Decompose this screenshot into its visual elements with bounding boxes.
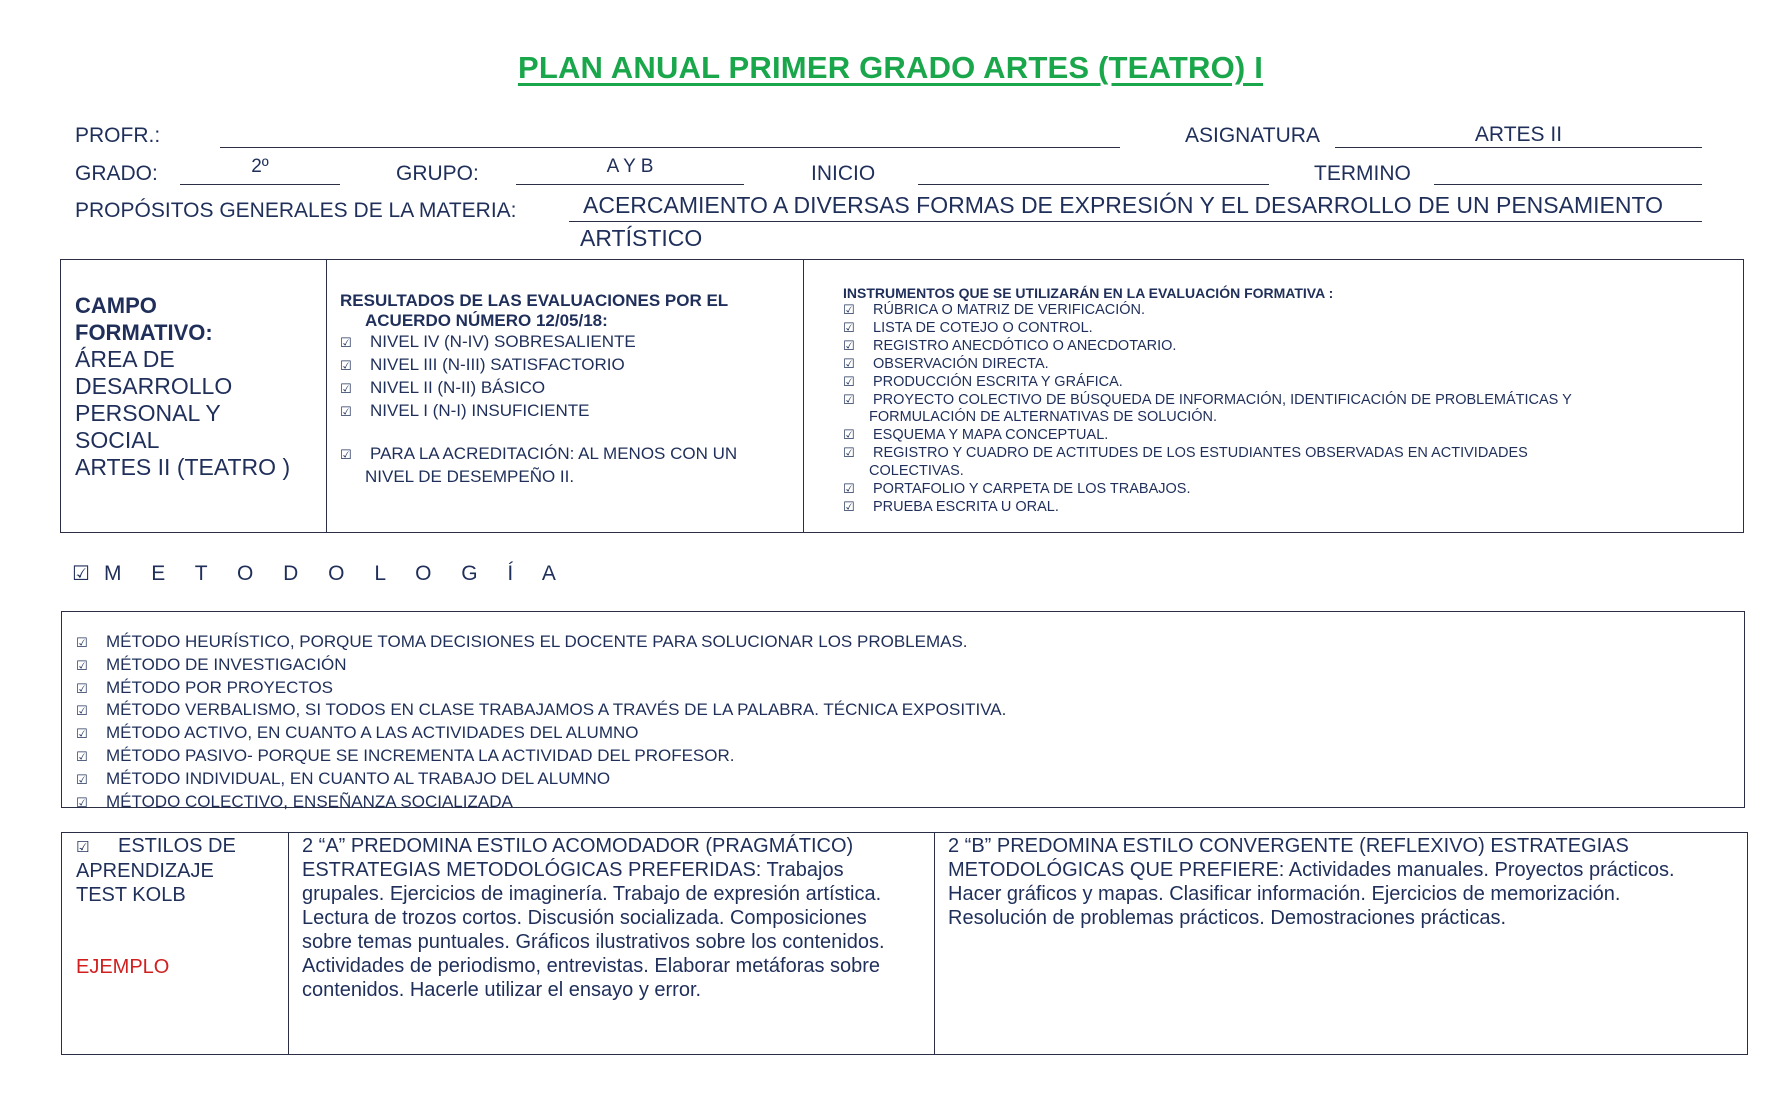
asignatura-line[interactable] <box>1335 147 1702 148</box>
asignatura-value: ARTES II <box>1474 123 1563 146</box>
instrumentos-heading: INSTRUMENTOS QUE SE UTILIZARÁN EN LA EVALUACIÓN FORMATIVA : <box>843 285 1334 301</box>
checkbox-checked-icon: ☑ <box>76 636 88 651</box>
checkbox-checked-icon: ☑ <box>76 704 88 720</box>
column-divider <box>803 259 804 533</box>
inicio-line[interactable] <box>918 184 1269 185</box>
asignatura-label: ASIGNATURA <box>1185 124 1320 147</box>
grupo-value: A Y B <box>606 156 654 177</box>
list-item: ☑ PORTAFOLIO Y CARPETA DE LOS TRABAJOS. <box>843 481 1191 498</box>
termino-label: TERMINO <box>1314 162 1411 185</box>
list-item: ☑ MÉTODO INDIVIDUAL, EN CUANTO AL TRABAJO DEL ALUMNO <box>76 769 1006 792</box>
list-item: ☑ PROYECTO COLECTIVO DE BÚSQUEDA DE INFORMACIÓN, IDENTIFICACIÓN DE PROBLEMÁTICAS Y <box>843 391 1572 408</box>
campo-formativo <box>75 292 320 481</box>
list-item: ☑ ESQUEMA Y MAPA CONCEPTUAL. <box>843 427 1109 444</box>
checkbox-checked-icon: ☑ <box>843 499 855 515</box>
list-item: ☑ NIVEL I (N-I) INSUFICIENTE <box>340 400 795 423</box>
metodologia-title: ☑ M E T O D O L O G Í A <box>72 561 568 585</box>
list-item: ☑ NIVEL III (N-III) SATISFACTORIO <box>340 354 795 377</box>
campo-heading: FORMATIVO: <box>75 320 213 345</box>
profr-label: PROFR.: <box>75 124 161 147</box>
campo-heading: CAMPO <box>75 293 157 318</box>
campo-line: ARTES II (TEATRO ) <box>75 454 291 480</box>
list-item-continuation: NIVEL DE DESEMPEÑO II. <box>365 467 575 486</box>
propositos-text-line1: ACERCAMIENTO A DIVERSAS FORMAS DE EXPRESIÓN Y EL DESARROLLO DE UN PENSAMIENTO <box>583 192 1664 218</box>
checkbox-checked-icon: ☑ <box>76 727 88 743</box>
profr-line[interactable] <box>220 147 1120 148</box>
checkbox-checked-icon: ☑ <box>76 838 90 856</box>
checkbox-checked-icon: ☑ <box>843 392 855 408</box>
metodologia-list <box>76 632 1006 814</box>
checkbox-checked-icon: ☑ <box>843 482 855 498</box>
checkbox-checked-icon: ☑ <box>76 795 88 811</box>
list-item-continuation: COLECTIVAS. <box>869 463 964 480</box>
page-title: PLAN ANUAL PRIMER GRADO ARTES (TEATRO) I <box>517 50 1264 85</box>
list-item: ☑ MÉTODO HEURÍSTICO, PORQUE TOMA DECISIONES EL DOCENTE PARA SOLUCIONAR LOS PROBLEMAS. <box>76 632 1006 655</box>
campo-line: PERSONAL Y <box>75 400 221 426</box>
propositos-label: PROPÓSITOS GENERALES DE LA MATERIA: <box>75 199 517 222</box>
checkbox-checked-icon: ☑ <box>843 428 855 444</box>
checkbox-checked-icon: ☑ <box>72 561 90 585</box>
checkbox-checked-icon: ☑ <box>76 658 88 674</box>
checkbox-checked-icon: ☑ <box>843 320 855 336</box>
column-divider <box>934 832 935 1055</box>
list-item: ☑ REGISTRO ANECDÓTICO O ANECDOTARIO. <box>843 337 1177 354</box>
estilos-label: ☑ ESTILOS DE APRENDIZAJE TEST KOLB EJEMPLO <box>76 834 286 979</box>
list-item: ☑ RÚBRICA O MATRIZ DE VERIFICACIÓN. <box>843 302 1146 318</box>
list-item: ☑ NIVEL IV (N-IV) SOBRESALIENTE <box>340 331 795 354</box>
list-item-continuation: FORMULACIÓN DE ALTERNATIVAS DE SOLUCIÓN. <box>869 409 1218 426</box>
list-item: ☑ MÉTODO DE INVESTIGACIÓN <box>76 655 1006 678</box>
list-item: ☑ PRUEBA ESCRITA U ORAL. <box>843 498 1059 515</box>
checkbox-checked-icon: ☑ <box>340 359 352 374</box>
campo-line: DESARROLLO <box>75 373 233 399</box>
estilos-grupo-b: 2 “B” PREDOMINA ESTILO CONVERGENTE (REFLEXIVO) ESTRATEGIAS METODOLÓGICAS QUE PREFIERE: Actividades manuales. Proyectos prácticos. Hacer gráficos y mapas. Clasificar información. Ejercicios de memorización. Resolución de problemas prácticos. Demostraciones prácticas. <box>948 835 1675 929</box>
checkbox-checked-icon: ☑ <box>843 446 855 462</box>
list-item: ☑ OBSERVACIÓN DIRECTA. <box>843 355 1049 372</box>
resultados-heading: ACUERDO NÚMERO 12/05/18: <box>365 311 608 330</box>
checkbox-checked-icon: ☑ <box>843 374 855 390</box>
checkbox-checked-icon: ☑ <box>843 356 855 372</box>
instrumentos-section <box>843 285 1733 517</box>
list-item: ☑ NIVEL II (N-II) BÁSICO <box>340 377 795 400</box>
list-item: ☑ MÉTODO ACTIVO, EN CUANTO A LAS ACTIVIDADES DEL ALUMNO <box>76 723 1006 746</box>
resultados-heading: RESULTADOS DE LAS EVALUACIONES POR EL <box>340 291 729 310</box>
column-divider <box>288 832 289 1055</box>
grado-label: GRADO: <box>75 162 158 185</box>
ejemplo-label: EJEMPLO <box>76 956 170 978</box>
checkbox-checked-icon: ☑ <box>340 336 352 351</box>
checkbox-checked-icon: ☑ <box>843 303 855 318</box>
list-item: ☑ MÉTODO PASIVO- PORQUE SE INCREMENTA LA ACTIVIDAD DEL PROFESOR. <box>76 746 1006 769</box>
termino-line[interactable] <box>1434 184 1702 185</box>
grado-value: 2º <box>251 156 269 177</box>
list-item: ☑ PRODUCCIÓN ESCRITA Y GRÁFICA. <box>843 373 1123 390</box>
propositos-line[interactable] <box>569 221 1702 222</box>
estilos-grupo-a: 2 “A” PREDOMINA ESTILO ACOMODADOR (PRAGMÁTICO) ESTRATEGIAS METODOLÓGICAS PREFERIDAS: Trabajos grupales. Ejercicios de imaginería. Trabajo de expresión artística. Lectura de trozos cortos. Discusión socializada. Composiciones sobre temas puntuales. Gráficos ilustrativos sobre los contenidos. Actividades de periodismo, entrevistas. Elaborar metáforas sobre contenidos. Hacerle utilizar el ensayo y error. <box>302 835 885 1001</box>
list-item: ☑ MÉTODO VERBALISMO, SI TODOS EN CLASE TRABAJAMOS A TRAVÉS DE LA PALABRA. TÉCNICA EXPOSITIVA. <box>76 700 1006 723</box>
checkbox-checked-icon: ☑ <box>843 338 855 354</box>
column-divider <box>326 259 327 533</box>
list-item: ☑ MÉTODO COLECTIVO, ENSEÑANZA SOCIALIZADA <box>76 792 1006 815</box>
resultados-section <box>340 291 795 487</box>
propositos-text-line2: ARTÍSTICO <box>580 225 703 251</box>
inicio-label: INICIO <box>811 162 876 185</box>
checkbox-checked-icon: ☑ <box>340 448 352 463</box>
checkbox-checked-icon: ☑ <box>76 749 88 765</box>
list-item: ☑ PARA LA ACREDITACIÓN: AL MENOS CON UN <box>340 443 795 466</box>
list-item: ☑ LISTA DE COTEJO O CONTROL. <box>843 319 1093 336</box>
checkbox-checked-icon: ☑ <box>340 405 352 420</box>
campo-line: SOCIAL <box>75 427 160 453</box>
checkbox-checked-icon: ☑ <box>76 772 88 788</box>
grupo-label: GRUPO: <box>396 162 479 185</box>
grupo-line[interactable] <box>516 184 744 185</box>
campo-line: ÁREA DE <box>75 346 175 372</box>
list-item: ☑ MÉTODO POR PROYECTOS <box>76 678 1006 701</box>
grado-line[interactable] <box>180 184 340 185</box>
list-item: ☑ REGISTRO Y CUADRO DE ACTITUDES DE LOS ESTUDIANTES OBSERVADAS EN ACTIVIDADES <box>843 445 1528 462</box>
checkbox-checked-icon: ☑ <box>76 681 88 697</box>
checkbox-checked-icon: ☑ <box>340 382 352 397</box>
